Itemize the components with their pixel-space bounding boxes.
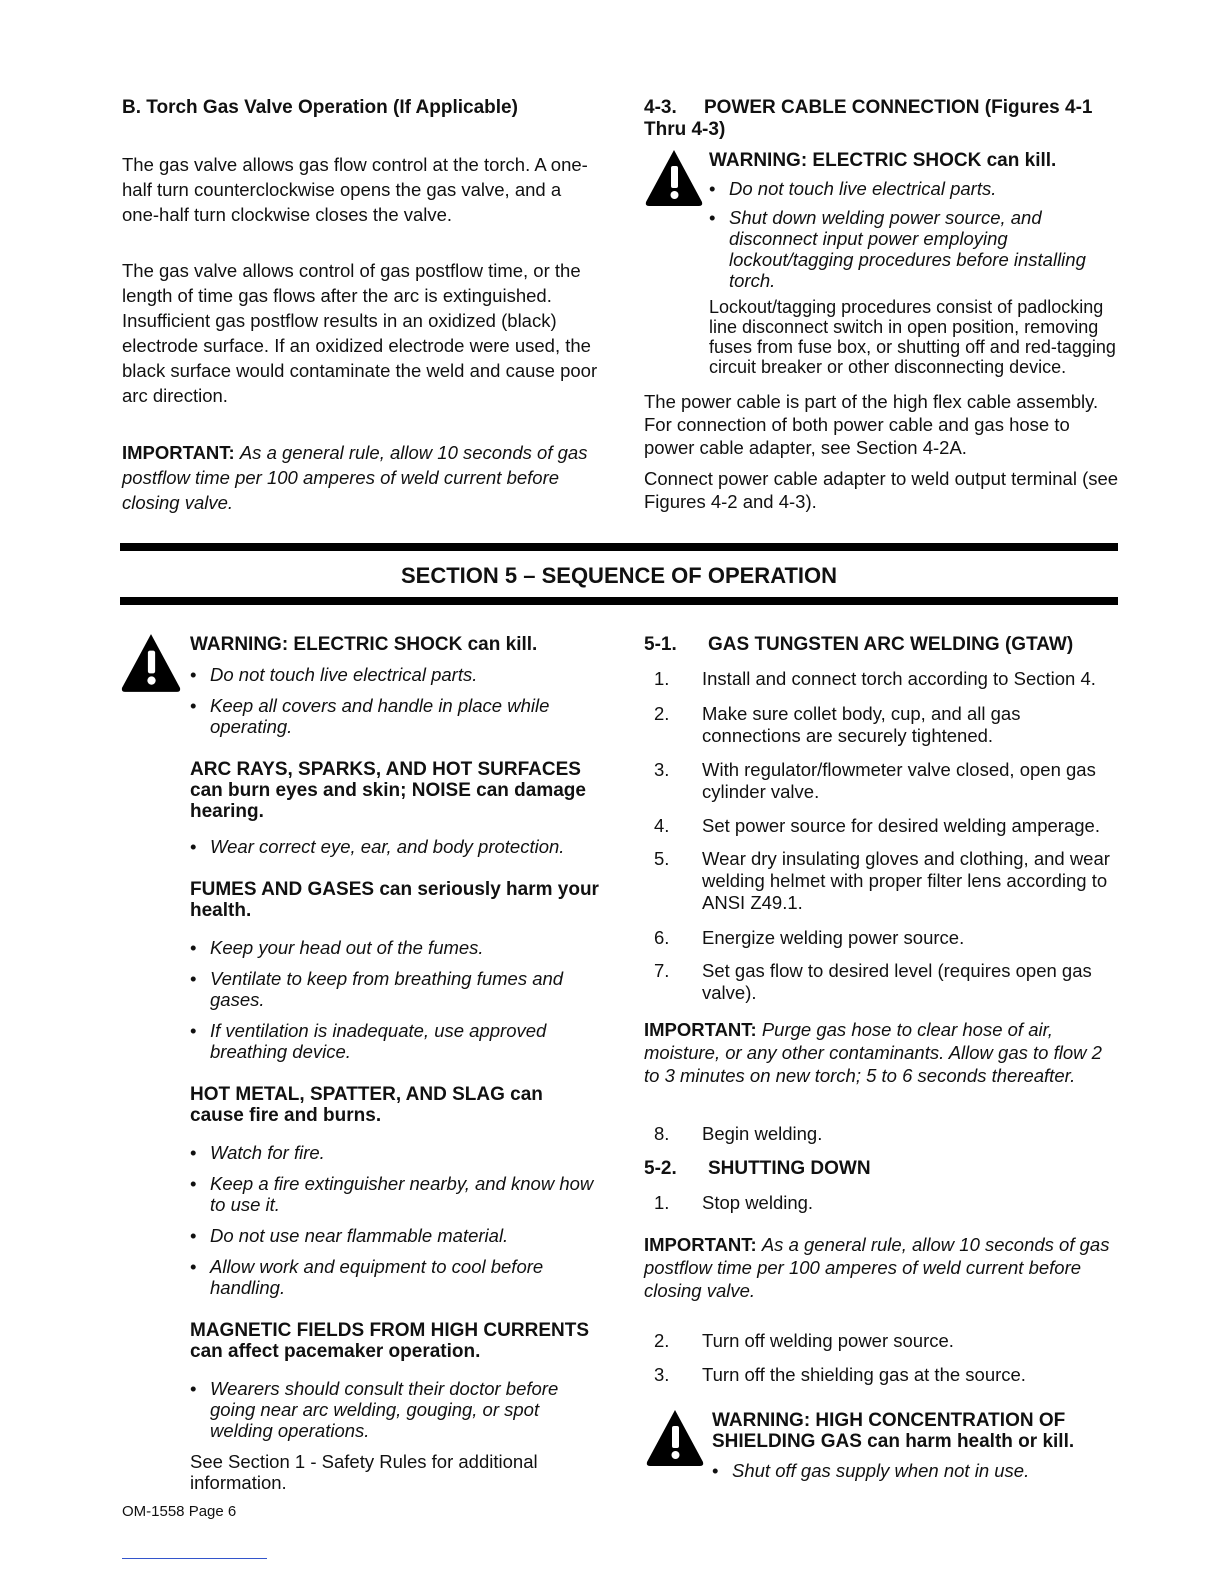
shock-bullet: • Do not touch live electrical parts. [190, 664, 600, 685]
fumes-heading: FUMES AND GASES can seriously harm your health. [190, 879, 599, 921]
warning-icon [120, 632, 182, 694]
list-item: 3. With regulator/flowmeter valve closed, open gas cylinder valve. [654, 759, 1096, 802]
list-item: 3. Turn off the shielding gas at the source. [654, 1364, 1026, 1385]
magnetic-bullet: • Wearers should consult their doctor before going near arc welding, gouging, or spot welding operations. [190, 1378, 600, 1441]
warning-title: WARNING: ELECTRIC SHOCK can kill. [709, 150, 1057, 171]
fumes-bullet: • Keep your head out of the fumes. [190, 937, 600, 958]
important-text: Purge gas hose to clear hose of air, moisture, or any other contaminants. Allow gas to flow 2 to 3 minutes on new torch; 5 to 6 seconds thereafter. [644, 1019, 1102, 1086]
important-text: As a general rule, allow 10 seconds of gas postflow time per 100 amperes of weld current before closing valve. [644, 1234, 1110, 1301]
hot-bullet: • Do not use near flammable material. [190, 1225, 600, 1246]
warning-icon [644, 148, 704, 208]
important-note [644, 1233, 1122, 1302]
important-note [122, 440, 600, 515]
gas-warning-block [712, 1410, 1122, 1481]
heading-number: 5-1. [644, 634, 677, 655]
important-label: IMPORTANT: [644, 1234, 757, 1255]
hot-bullet: • Watch for fire. [190, 1142, 600, 1163]
heading-text: SHUTTING DOWN [708, 1158, 871, 1179]
list-item: 7. Set gas flow to desired level (requires open gas valve). [654, 960, 1092, 1003]
lockout-text: Lockout/tagging procedures consist of padlocking line disconnect switch in open position, removing fuses from fuse box, or shutting off and red-tagging circuit breaker or other disconnecting device. [709, 297, 1116, 377]
hot-metal-heading: HOT METAL, SPATTER, AND SLAG can cause fire and burns. [190, 1084, 543, 1126]
section-4-3-heading [644, 97, 1122, 141]
list-item: 2. Make sure collet body, cup, and all gas connections are securely tightened. [654, 703, 1021, 746]
gas-valve-paragraph: The gas valve allows gas flow control at the torch. A one-half turn counterclockwise opens the gas valve, and a one-half turn clockwise closes the valve. [122, 154, 588, 225]
power-cable-paragraph: The power cable is part of the high flex cable assembly. For connection of both power cable and gas hose to power cable adapter, see Section 4-2A. [644, 391, 1099, 458]
list-item: 1. Stop welding. [654, 1192, 814, 1213]
shock-bullet: • Keep all covers and handle in place while operating. [190, 695, 600, 737]
list-item: 2. Turn off welding power source. [654, 1330, 954, 1351]
arc-rays-heading: ARC RAYS, SPARKS, AND HOT SURFACES can burn eyes and skin; NOISE can damage hearing. [190, 759, 586, 822]
important-label: IMPORTANT: [122, 442, 235, 463]
important-note [644, 1018, 1122, 1087]
important-label: IMPORTANT: [644, 1019, 757, 1040]
magnetic-heading: MAGNETIC FIELDS FROM HIGH CURRENTS can affect pacemaker operation. [190, 1320, 589, 1362]
hot-bullet: • Allow work and equipment to cool before handling. [190, 1256, 600, 1298]
fumes-bullet: • Ventilate to keep from breathing fumes and gases. [190, 968, 600, 1010]
important-text: As a general rule, allow 10 seconds of gas postflow time per 100 amperes of weld current before closing valve. [122, 442, 588, 513]
fumes-bullet: • If ventilation is inadequate, use approved breathing device. [190, 1020, 600, 1062]
see-section-note: See Section 1 - Safety Rules for additional information. [190, 1451, 538, 1493]
electric-warning-block [709, 150, 1121, 377]
connect-paragraph: Connect power cable adapter to weld output terminal (see Figures 4-2 and 4-3). [644, 468, 1119, 512]
section-bottom-rule [120, 597, 1118, 605]
warning-bullet: • Do not touch live electrical parts. [709, 178, 1121, 199]
subsection-heading: B. Torch Gas Valve Operation (If Applicable) [122, 97, 518, 118]
warning-bullet: • Shut down welding power source, and disconnect input power employing lockout/tagging procedures before installing torch. [709, 207, 1121, 291]
hot-bullet: • Keep a fire extinguisher nearby, and know how to use it. [190, 1173, 600, 1215]
safety-warning-block [190, 634, 600, 1493]
page-footer: OM-1558 Page 6 [122, 1503, 237, 1520]
section-top-rule [120, 543, 1118, 551]
section-5-2-heading [644, 1158, 1122, 1180]
heading-number: 4-3. [644, 97, 677, 118]
list-item: 6. Energize welding power source. [654, 927, 965, 948]
heading-number: 5-2. [644, 1158, 677, 1179]
list-item: 5. Wear dry insulating gloves and clothing, and wear welding helmet with proper filter lens according to ANSI Z49.1. [654, 848, 1110, 913]
postflow-paragraph: The gas valve allows control of gas postflow time, or the length of time gas flows after the arc is extinguished. Insufficient gas postflow results in an oxidized (black) electrode surface. If an oxidized electrode were used, the black surface would contaminate the weld and cause poor arc direction. [122, 260, 598, 406]
list-item: 8. Begin welding. [654, 1123, 823, 1144]
heading-text: GAS TUNGSTEN ARC WELDING (GTAW) [708, 634, 1074, 655]
heading-text: POWER CABLE CONNECTION (Figures 4-1 Thru 4-3) [644, 97, 1093, 140]
list-item: 1. Install and connect torch according to Section 4. [654, 668, 1096, 689]
warning-title: WARNING: ELECTRIC SHOCK can kill. [190, 634, 538, 655]
warning-title: WARNING: HIGH CONCENTRATION OF SHIELDING GAS can harm health or kill. [712, 1410, 1075, 1452]
gas-bullet: • Shut off gas supply when not in use. [712, 1460, 1122, 1481]
warning-icon [645, 1408, 705, 1468]
section-5-1-heading [644, 634, 1122, 656]
list-item: 4. Set power source for desired welding amperage. [654, 815, 1100, 836]
footer-line [122, 1558, 267, 1559]
arc-bullet: • Wear correct eye, ear, and body protection. [190, 836, 600, 857]
section-title: SECTION 5 – SEQUENCE OF OPERATION [401, 563, 837, 588]
